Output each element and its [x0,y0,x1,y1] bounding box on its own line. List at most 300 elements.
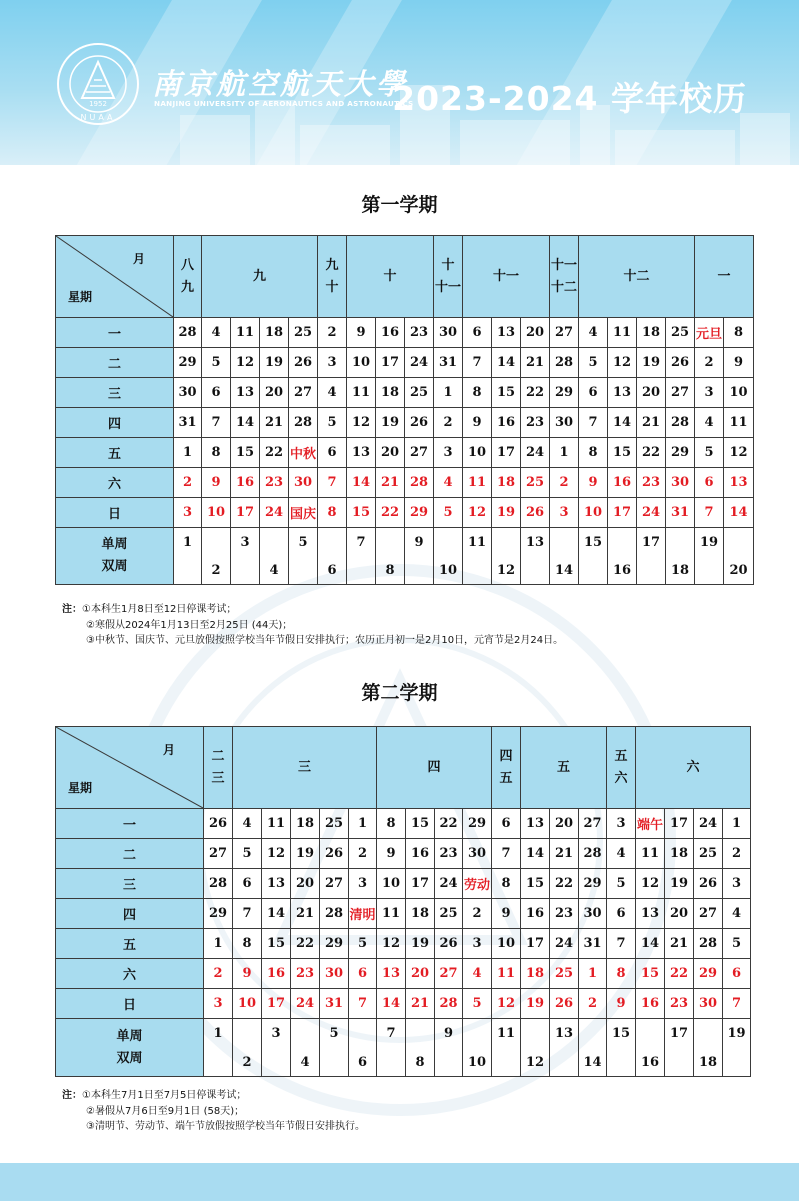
date-cell: 28 [550,348,579,378]
date-cell: 15 [262,929,291,959]
week-number-cell: 13 [550,1019,579,1077]
date-cell: 28 [435,989,463,1019]
date-cell: 14 [347,468,376,498]
week-number-cell: 8 [376,528,405,585]
weekday-row [56,839,751,869]
date-cell: 27 [579,809,607,839]
note-line: ③中秋节、国庆节、元旦放假按照学校当年节假日安排执行；农历正月初一是2月10日，元宵节是2月24日。 [86,635,564,646]
date-cell: 8 [724,318,754,348]
date-cell: 8 [202,438,231,468]
date-cell: 27 [289,378,318,408]
date-cell: 24 [435,869,463,899]
date-cell: 2 [695,348,724,378]
date-cell: 25 [289,318,318,348]
weekday-label-cell: 六 [56,959,204,989]
month-header-row [56,727,751,809]
month-header-cell: 十一 十二 [550,236,579,318]
date-cell: 4 [463,959,492,989]
date-cell: 26 [521,498,550,528]
date-cell: 3 [723,869,751,899]
corner-month-label: 月 [132,252,145,266]
weekday-row [56,318,754,348]
date-cell: 9 [607,989,636,1019]
week-number-cell: 2 [202,528,231,585]
date-cell: 24 [405,348,434,378]
date-cell: 29 [320,929,349,959]
date-cell: 30 [579,899,607,929]
week-number-cell: 16 [608,528,637,585]
date-cell: 7 [607,929,636,959]
date-cell: 22 [435,809,463,839]
date-cell: 3 [204,989,233,1019]
date-cell: 30 [434,318,463,348]
university-seal-logo [56,42,140,126]
date-cell: 15 [406,809,435,839]
week-number-cell: 5 [320,1019,349,1077]
week-number-cell: 8 [406,1019,435,1077]
holiday-cell: 劳动 [463,869,492,899]
date-cell: 18 [492,468,521,498]
date-cell: 29 [694,959,723,989]
date-cell: 8 [492,869,521,899]
date-cell: 3 [434,438,463,468]
date-cell: 9 [202,468,231,498]
week-number-cell: 12 [492,528,521,585]
date-cell: 2 [579,989,607,1019]
weekday-label-cell: 二 [56,348,174,378]
date-cell: 3 [349,869,377,899]
date-cell: 29 [463,809,492,839]
date-cell: 21 [521,348,550,378]
date-cell: 5 [434,498,463,528]
week-number-cell: 17 [665,1019,694,1077]
date-cell: 13 [724,468,754,498]
weekday-label-cell: 三 [56,378,174,408]
footer-band [0,1163,799,1201]
holiday-cell: 端午 [636,809,665,839]
semester2-calendar-table [55,726,751,1077]
date-cell: 20 [521,318,550,348]
date-cell: 15 [492,378,521,408]
date-cell: 3 [318,348,347,378]
date-cell: 21 [637,408,666,438]
note-line: ②寒假从2024年1月13日至2月25日 (44天)； [86,619,293,631]
date-cell: 29 [174,348,202,378]
date-cell: 13 [521,809,550,839]
date-cell: 11 [608,318,637,348]
date-cell: 6 [695,468,724,498]
date-cell: 6 [607,899,636,929]
date-cell: 24 [260,498,289,528]
date-cell: 19 [376,408,405,438]
date-cell: 2 [204,959,233,989]
weekday-label-cell: 四 [56,408,174,438]
date-cell: 12 [492,989,521,1019]
date-cell: 16 [262,959,291,989]
date-cell: 4 [723,899,751,929]
date-cell: 11 [377,899,406,929]
date-cell: 15 [231,438,260,468]
date-cell: 13 [608,378,637,408]
date-cell: 17 [492,438,521,468]
date-cell: 30 [694,989,723,1019]
date-cell: 27 [550,318,579,348]
date-cell: 9 [724,348,754,378]
date-cell: 27 [435,959,463,989]
date-cell: 25 [521,468,550,498]
date-cell: 18 [376,378,405,408]
date-cell: 20 [376,438,405,468]
date-cell: 21 [665,929,694,959]
date-cell: 10 [233,989,262,1019]
date-cell: 4 [607,839,636,869]
date-cell: 19 [406,929,435,959]
date-cell: 31 [434,348,463,378]
date-cell: 17 [262,989,291,1019]
week-number-row [56,1019,751,1077]
month-header-cell: 四 五 [492,727,521,809]
week-number-cell: 4 [291,1019,320,1077]
week-number-cell: 2 [233,1019,262,1077]
date-cell: 26 [289,348,318,378]
date-cell: 23 [260,468,289,498]
date-cell: 1 [550,438,579,468]
date-cell: 13 [492,318,521,348]
note-line: ③清明节、劳动节、端午节放假按照学校当年节假日安排执行。 [86,1121,365,1132]
date-cell: 1 [174,438,202,468]
date-cell: 25 [320,809,349,839]
weekday-row [56,959,751,989]
date-cell: 19 [260,348,289,378]
date-cell: 24 [291,989,320,1019]
date-cell: 31 [174,408,202,438]
date-cell: 18 [665,839,694,869]
date-cell: 14 [608,408,637,438]
date-cell: 27 [204,839,233,869]
weekday-label-cell: 六 [56,468,174,498]
date-cell: 15 [347,498,376,528]
corner-weekday-label: 星期 [68,290,93,304]
date-cell: 11 [347,378,376,408]
semester2-notes [62,1088,365,1135]
date-cell: 15 [521,869,550,899]
date-cell: 26 [550,989,579,1019]
note-line: ②暑假从7月6日至9月1日 (58天)； [86,1105,245,1117]
date-cell: 6 [349,959,377,989]
date-cell: 15 [608,438,637,468]
date-cell: 25 [550,959,579,989]
week-number-cell: 4 [260,528,289,585]
date-cell: 31 [666,498,695,528]
date-cell: 17 [521,929,550,959]
date-cell: 13 [377,959,406,989]
date-cell: 25 [435,899,463,929]
weekday-label-cell: 三 [56,869,204,899]
date-cell: 23 [665,989,694,1019]
date-cell: 5 [318,408,347,438]
weekday-label-cell: 二 [56,839,204,869]
date-cell: 10 [492,929,521,959]
month-header-cell: 九 十 [318,236,347,318]
date-cell: 5 [695,438,724,468]
date-cell: 18 [406,899,435,929]
week-number-cell: 18 [694,1019,723,1077]
week-number-cell: 9 [405,528,434,585]
date-cell: 25 [405,378,434,408]
date-cell: 22 [665,959,694,989]
date-cell: 16 [231,468,260,498]
date-cell: 5 [607,869,636,899]
date-cell: 22 [550,869,579,899]
date-cell: 22 [637,438,666,468]
weekday-row [56,929,751,959]
date-cell: 23 [291,959,320,989]
week-number-cell: 19 [723,1019,751,1077]
date-cell: 12 [231,348,260,378]
date-cell: 2 [174,468,202,498]
week-number-cell: 7 [377,1019,406,1077]
date-cell: 27 [666,378,695,408]
date-cell: 12 [347,408,376,438]
date-cell: 15 [636,959,665,989]
date-cell: 26 [320,839,349,869]
month-header-cell: 五 六 [607,727,636,809]
date-cell: 16 [521,899,550,929]
week-number-cell: 19 [695,528,724,585]
week-number-cell: 15 [607,1019,636,1077]
date-cell: 29 [666,438,695,468]
date-cell: 14 [231,408,260,438]
weekday-row [56,899,751,929]
date-cell: 12 [463,498,492,528]
date-cell: 14 [377,989,406,1019]
date-cell: 4 [318,378,347,408]
university-name-en: NANJING UNIVERSITY OF AERONAUTICS AND ASTRONAUTICS [154,99,414,108]
university-name-cn: 南京航空航天大學 [152,67,409,101]
weekday-label-cell: 一 [56,809,204,839]
week-number-cell: 6 [349,1019,377,1077]
semester1-calendar-table [55,235,754,585]
date-cell: 19 [665,869,694,899]
month-header-cell: 二 三 [204,727,233,809]
date-cell: 6 [202,378,231,408]
date-cell: 14 [724,498,754,528]
date-cell: 5 [349,929,377,959]
date-cell: 16 [492,408,521,438]
date-cell: 21 [376,468,405,498]
weekday-row [56,438,754,468]
week-number-cell: 18 [666,528,695,585]
date-cell: 11 [231,318,260,348]
date-cell: 3 [463,929,492,959]
month-header-cell: 八 九 [174,236,202,318]
date-cell: 2 [723,839,751,869]
date-cell: 19 [291,839,320,869]
date-cell: 4 [695,408,724,438]
date-cell: 18 [291,809,320,839]
date-cell: 9 [463,408,492,438]
date-cell: 10 [377,869,406,899]
date-cell: 20 [665,899,694,929]
date-cell: 19 [521,989,550,1019]
logo-year: 1952 [89,100,107,108]
week-number-cell: 7 [347,528,376,585]
weekday-row [56,348,754,378]
date-cell: 4 [233,809,262,839]
date-cell: 19 [492,498,521,528]
date-cell: 9 [492,899,521,929]
date-cell: 26 [204,809,233,839]
note-line: 注：①本科生1月8日至12日停课考试； [62,604,237,615]
date-cell: 5 [579,348,608,378]
date-cell: 4 [434,468,463,498]
date-cell: 27 [694,899,723,929]
semester2-title: 第二学期 [361,682,438,704]
corner-header-cell [56,236,174,318]
date-cell: 23 [521,408,550,438]
date-cell: 22 [376,498,405,528]
date-cell: 31 [579,929,607,959]
date-cell: 5 [463,989,492,1019]
date-cell: 29 [579,869,607,899]
corner-month-label: 月 [162,743,175,757]
date-cell: 16 [636,989,665,1019]
date-cell: 16 [608,468,637,498]
date-cell: 6 [723,959,751,989]
date-cell: 1 [579,959,607,989]
note-line: 注：①本科生7月1日至7月5日停课考试； [62,1090,247,1101]
date-cell: 13 [231,378,260,408]
holiday-cell: 清明 [349,899,377,929]
date-cell: 6 [463,318,492,348]
weekday-label-cell: 四 [56,899,204,929]
weekday-row [56,468,754,498]
date-cell: 11 [492,959,521,989]
week-number-cell: 17 [637,528,666,585]
weekday-row [56,809,751,839]
header-banner [0,0,799,165]
date-cell: 14 [636,929,665,959]
date-cell: 30 [320,959,349,989]
date-cell: 2 [550,468,579,498]
holiday-cell: 中秋 [289,438,318,468]
month-header-row [56,236,754,318]
date-cell: 28 [579,839,607,869]
date-cell: 26 [435,929,463,959]
date-cell: 7 [579,408,608,438]
date-cell: 18 [521,959,550,989]
weekday-row [56,989,751,1019]
month-header-cell: 三 [233,727,377,809]
corner-header-cell [56,727,204,809]
date-cell: 7 [202,408,231,438]
date-cell: 13 [262,869,291,899]
month-header-cell: 十 [347,236,434,318]
date-cell: 12 [377,929,406,959]
date-cell: 3 [174,498,202,528]
date-cell: 8 [318,498,347,528]
date-cell: 2 [318,318,347,348]
date-cell: 9 [347,318,376,348]
weekday-row [56,408,754,438]
date-cell: 30 [463,839,492,869]
date-cell: 26 [666,348,695,378]
week-number-cell: 1 [204,1019,233,1077]
date-cell: 11 [463,468,492,498]
date-cell: 24 [637,498,666,528]
date-cell: 8 [607,959,636,989]
month-header-cell: 十二 [579,236,695,318]
date-cell: 22 [291,929,320,959]
date-cell: 23 [435,839,463,869]
week-number-cell: 11 [492,1019,521,1077]
date-cell: 10 [463,438,492,468]
week-number-cell: 12 [521,1019,550,1077]
month-header-cell: 十 十一 [434,236,463,318]
date-cell: 3 [695,378,724,408]
date-cell: 9 [377,839,406,869]
date-cell: 11 [724,408,754,438]
week-type-label-cell: 单周 双周 [56,1019,204,1077]
weekday-label-cell: 日 [56,498,174,528]
date-cell: 1 [723,809,751,839]
weekday-row [56,378,754,408]
date-cell: 14 [521,839,550,869]
holiday-cell: 元旦 [695,318,724,348]
date-cell: 24 [550,929,579,959]
weekday-label-cell: 五 [56,929,204,959]
date-cell: 4 [579,318,608,348]
date-cell: 30 [550,408,579,438]
week-number-cell: 1 [174,528,202,585]
week-number-cell: 6 [318,528,347,585]
date-cell: 11 [262,809,291,839]
date-cell: 7 [695,498,724,528]
date-cell: 20 [550,809,579,839]
date-cell: 20 [637,378,666,408]
date-cell: 21 [291,899,320,929]
date-cell: 14 [492,348,521,378]
week-number-cell: 14 [579,1019,607,1077]
date-cell: 6 [579,378,608,408]
date-cell: 6 [492,809,521,839]
date-cell: 9 [233,959,262,989]
week-number-cell: 10 [434,528,463,585]
week-number-cell: 16 [636,1019,665,1077]
semester1-notes [62,602,563,649]
weekday-label-cell: 五 [56,438,174,468]
week-number-cell: 3 [231,528,260,585]
week-number-cell: 11 [463,528,492,585]
date-cell: 5 [233,839,262,869]
month-header-cell: 十一 [463,236,550,318]
date-cell: 5 [723,929,751,959]
date-cell: 8 [233,929,262,959]
date-cell: 22 [260,438,289,468]
date-cell: 17 [608,498,637,528]
month-header-cell: 一 [695,236,754,318]
week-number-cell: 9 [435,1019,463,1077]
month-header-cell: 九 [202,236,318,318]
month-header-cell: 五 [521,727,607,809]
holiday-cell: 国庆 [289,498,318,528]
date-cell: 18 [637,318,666,348]
date-cell: 24 [694,809,723,839]
date-cell: 10 [579,498,608,528]
date-cell: 23 [405,318,434,348]
date-cell: 17 [231,498,260,528]
date-cell: 25 [666,318,695,348]
